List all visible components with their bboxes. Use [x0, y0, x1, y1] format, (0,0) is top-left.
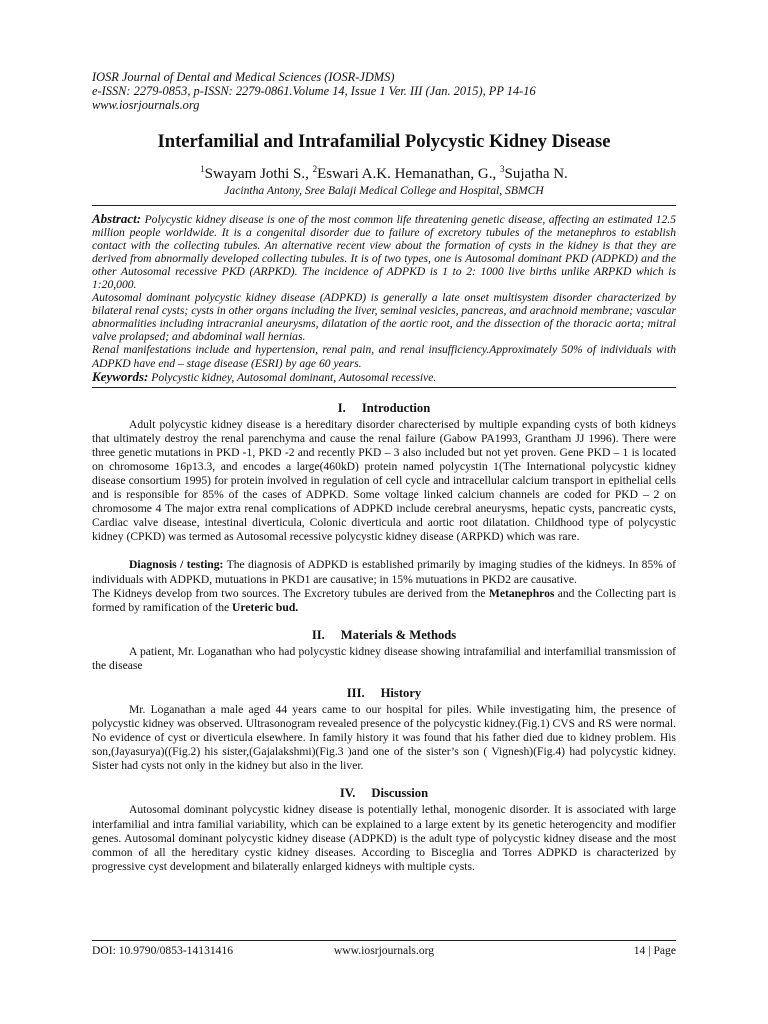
- intro-para-3-text-a: The Kidneys develop from two sources. The Excretory tubules are derived from the: [92, 586, 489, 600]
- abstract-text-1: Polycystic kidney disease is one of the most common life threatening genetic disease, affecting an estimated 12.5 million people worldwide. It is a congenital disorder due to failure of excretory tubules of the metanephros to establish contact with the collecting tubules. An alternative recent view about the formation of cysts in the kidney is that they are derived from abnormally developed collecting tubules. It is of two types, one is Autosomal dominant PKD (ADPKD) and the other Autosomal recessive PKD (ARPKD). The incidence of ADPKD is 1 to 2: 1000 live births unlike ARPKD which is 1:20,000.: [92, 213, 676, 292]
- affiliation: Jacintha Antony, Sree Balaji Medical College and Hospital, SBMCH: [224, 184, 544, 197]
- diagnosis-text: The diagnosis of ADPKD is established primarily by imaging studies of the kidneys. In 85% of individuals with ADPKD, mutuations in PKD1 are causative; in 15% mutuations in PKD2 are causative.: [92, 558, 676, 586]
- page-footer: [92, 940, 676, 960]
- abstract: [92, 212, 676, 370]
- keywords-label: Keywords:: [92, 368, 149, 384]
- author-1-affil-mark: 1: [200, 164, 205, 174]
- section-title: History: [380, 685, 422, 700]
- section-number: IV.: [339, 786, 356, 801]
- paper-body: [92, 401, 676, 874]
- intro-para-1: Adult polycystic kidney disease is a hereditary disorder charecterised by multiple expanding cysts of both kidneys that ultimately destroy the renal parenchyma and cause the renal failure (Gabow PA1993, Grantham JJ 1996). There were three genetic mutations in PKD -1, PKD -2 and recently PKD – 3 also included but not yet proven. Gene PKD – 1 is located on chromosome 16p13.3, and encodes a large(460kD) protein named polycystin 1(The International polycystic kidney disease consortium 1995) for protein involved in regulation of cell cycle and intracellular calcium transport in epithelial cells and is responsible for 85% of the cases of ADPKD. Some voltage linked calcium channels are coded for PKD – 2 on chromosome 4 The major extra renal complications of ADPKD include cerebral aneurysms, hepatic cysts, pancreatic cysts, Cardiac valve disease, intestinal diverticula, Colonic diverticula and aortic root dilatation. Childhood type of polycystic kidney (CPKD) was termed as Autosomal recessive polycystic kidney disease (ARPKD) which was rare.: [92, 417, 676, 544]
- abstract-label: Abstract:: [92, 211, 142, 226]
- abstract-para-2: Autosomal dominant polycystic kidney disease (ADPKD) is generally a late onset multisystem disorder characterized by bilateral renal cysts; cysts in other organs including the liver, seminal vesicles, pancreas, and arachnoid membrane; vascular abnormalities including intracranial aneurysms, dilatation of the aortic root, and the dissection of the thoracic aorta; mitral valve prolapsed; and abdominal wall hernias.: [92, 291, 676, 344]
- discussion-para: Autosomal dominant polycystic kidney disease is potentially lethal, monogenic disorder. It is associated with large interfamilial and intra familial variability, which can be explained to a large extent by its genetic heterogencity and modifier genes. Autosomal dominant polycystic kidney disease (ADPKD) is the adult type of polycystic kidney disease and the most common of all the hereditary cystic kidney diseases. According to Bisceglia and Torres ADPKD is characterized by progressive cyst development and bilaterally enlarged kidneys with multiple cysts.: [92, 803, 676, 873]
- diagnosis-label: Diagnosis / testing:: [129, 558, 224, 572]
- section-number: II.: [311, 627, 325, 642]
- journal-issn: e-ISSN: 2279-0853, p-ISSN: 2279-0861.Volume 14, Issue 1 Ver. III (Jan. 2015), PP 14-16: [92, 84, 536, 98]
- section-title: Discussion: [371, 786, 429, 801]
- term-metanephros: Metanephros: [488, 586, 555, 600]
- footer-row: [92, 944, 676, 960]
- keywords: [92, 370, 676, 385]
- section-heading-discussion: [92, 786, 676, 800]
- paper-title: Interfamilial and Intrafamilial Polycystic Kidney Disease: [157, 131, 611, 152]
- footer-doi: DOI: 10.9790/0853-14131416: [92, 944, 234, 957]
- paper-page: [92, 70, 676, 874]
- section-number: III.: [346, 685, 365, 700]
- keywords-text: Polycystic kidney, Autosomal dominant, Autosomal recessive.: [148, 370, 437, 384]
- section-heading-history: [92, 686, 676, 700]
- journal-header: [92, 70, 676, 112]
- intro-para-3: [92, 587, 676, 615]
- section-heading-introduction: [92, 401, 676, 415]
- author-3-affil-mark: 3: [499, 164, 505, 174]
- history-para: Mr. Loganathan a male aged 44 years came to our hospital for piles. While investigating him, the presence of polycystic kidney was observed. Ultrasonogram revealed presence of the polycystic kidney.(Fig.1) CVS and RS were normal. No evidence of cyst or diverticula elsewhere. In family history it was found that his father died due to kidney problem. His son,(Jayasurya)((Fig.2) his sister,(Gajalakshmi)(Fig.3 )and one of the sister’s son ( Vignesh)(Fig.4) had polycystic kidney. Sister had cysts not only in the kidney but also in the liver.: [92, 702, 676, 773]
- abstract-para-3: Renal manifestations include and hypertension, renal pain, and renal insufficiency.Approximately 50% of individuals with ADPKD have end – stage disease (ESRI) by age 60 years.: [92, 343, 676, 370]
- author-2-affil-mark: 2: [312, 164, 318, 174]
- abstract-para-1: [92, 212, 676, 291]
- author-2: Eswari A.K. Hemanathan, G.,: [317, 166, 500, 182]
- footer-website[interactable]: www.iosrjournals.org: [333, 944, 435, 957]
- footer-page-number: 14 | Page: [633, 944, 676, 957]
- journal-website: www.iosrjournals.org: [92, 98, 200, 112]
- abstract-bottom-rule: [92, 387, 676, 388]
- author-list: [92, 161, 676, 183]
- author-3: Sujatha N.: [504, 166, 568, 182]
- section-title: Materials & Methods: [340, 627, 457, 642]
- intro-para-3-text-b: and the Collecting part is formed by ramification of the: [92, 586, 677, 614]
- section-heading-materials: [92, 628, 676, 642]
- term-ureteric-bud: Ureteric bud.: [232, 600, 299, 614]
- abstract-top-rule: [92, 205, 676, 206]
- section-number: I.: [337, 400, 346, 415]
- materials-para: A patient, Mr. Loganathan who had polycystic kidney disease showing intrafamilial and interfamilial transmission of the disease: [92, 644, 676, 672]
- section-title: Introduction: [361, 400, 431, 415]
- journal-name: IOSR Journal of Dental and Medical Sciences (IOSR-JDMS): [92, 70, 395, 84]
- author-1: Swayam Jothi S.,: [204, 166, 313, 182]
- diagnosis-para: [92, 558, 676, 586]
